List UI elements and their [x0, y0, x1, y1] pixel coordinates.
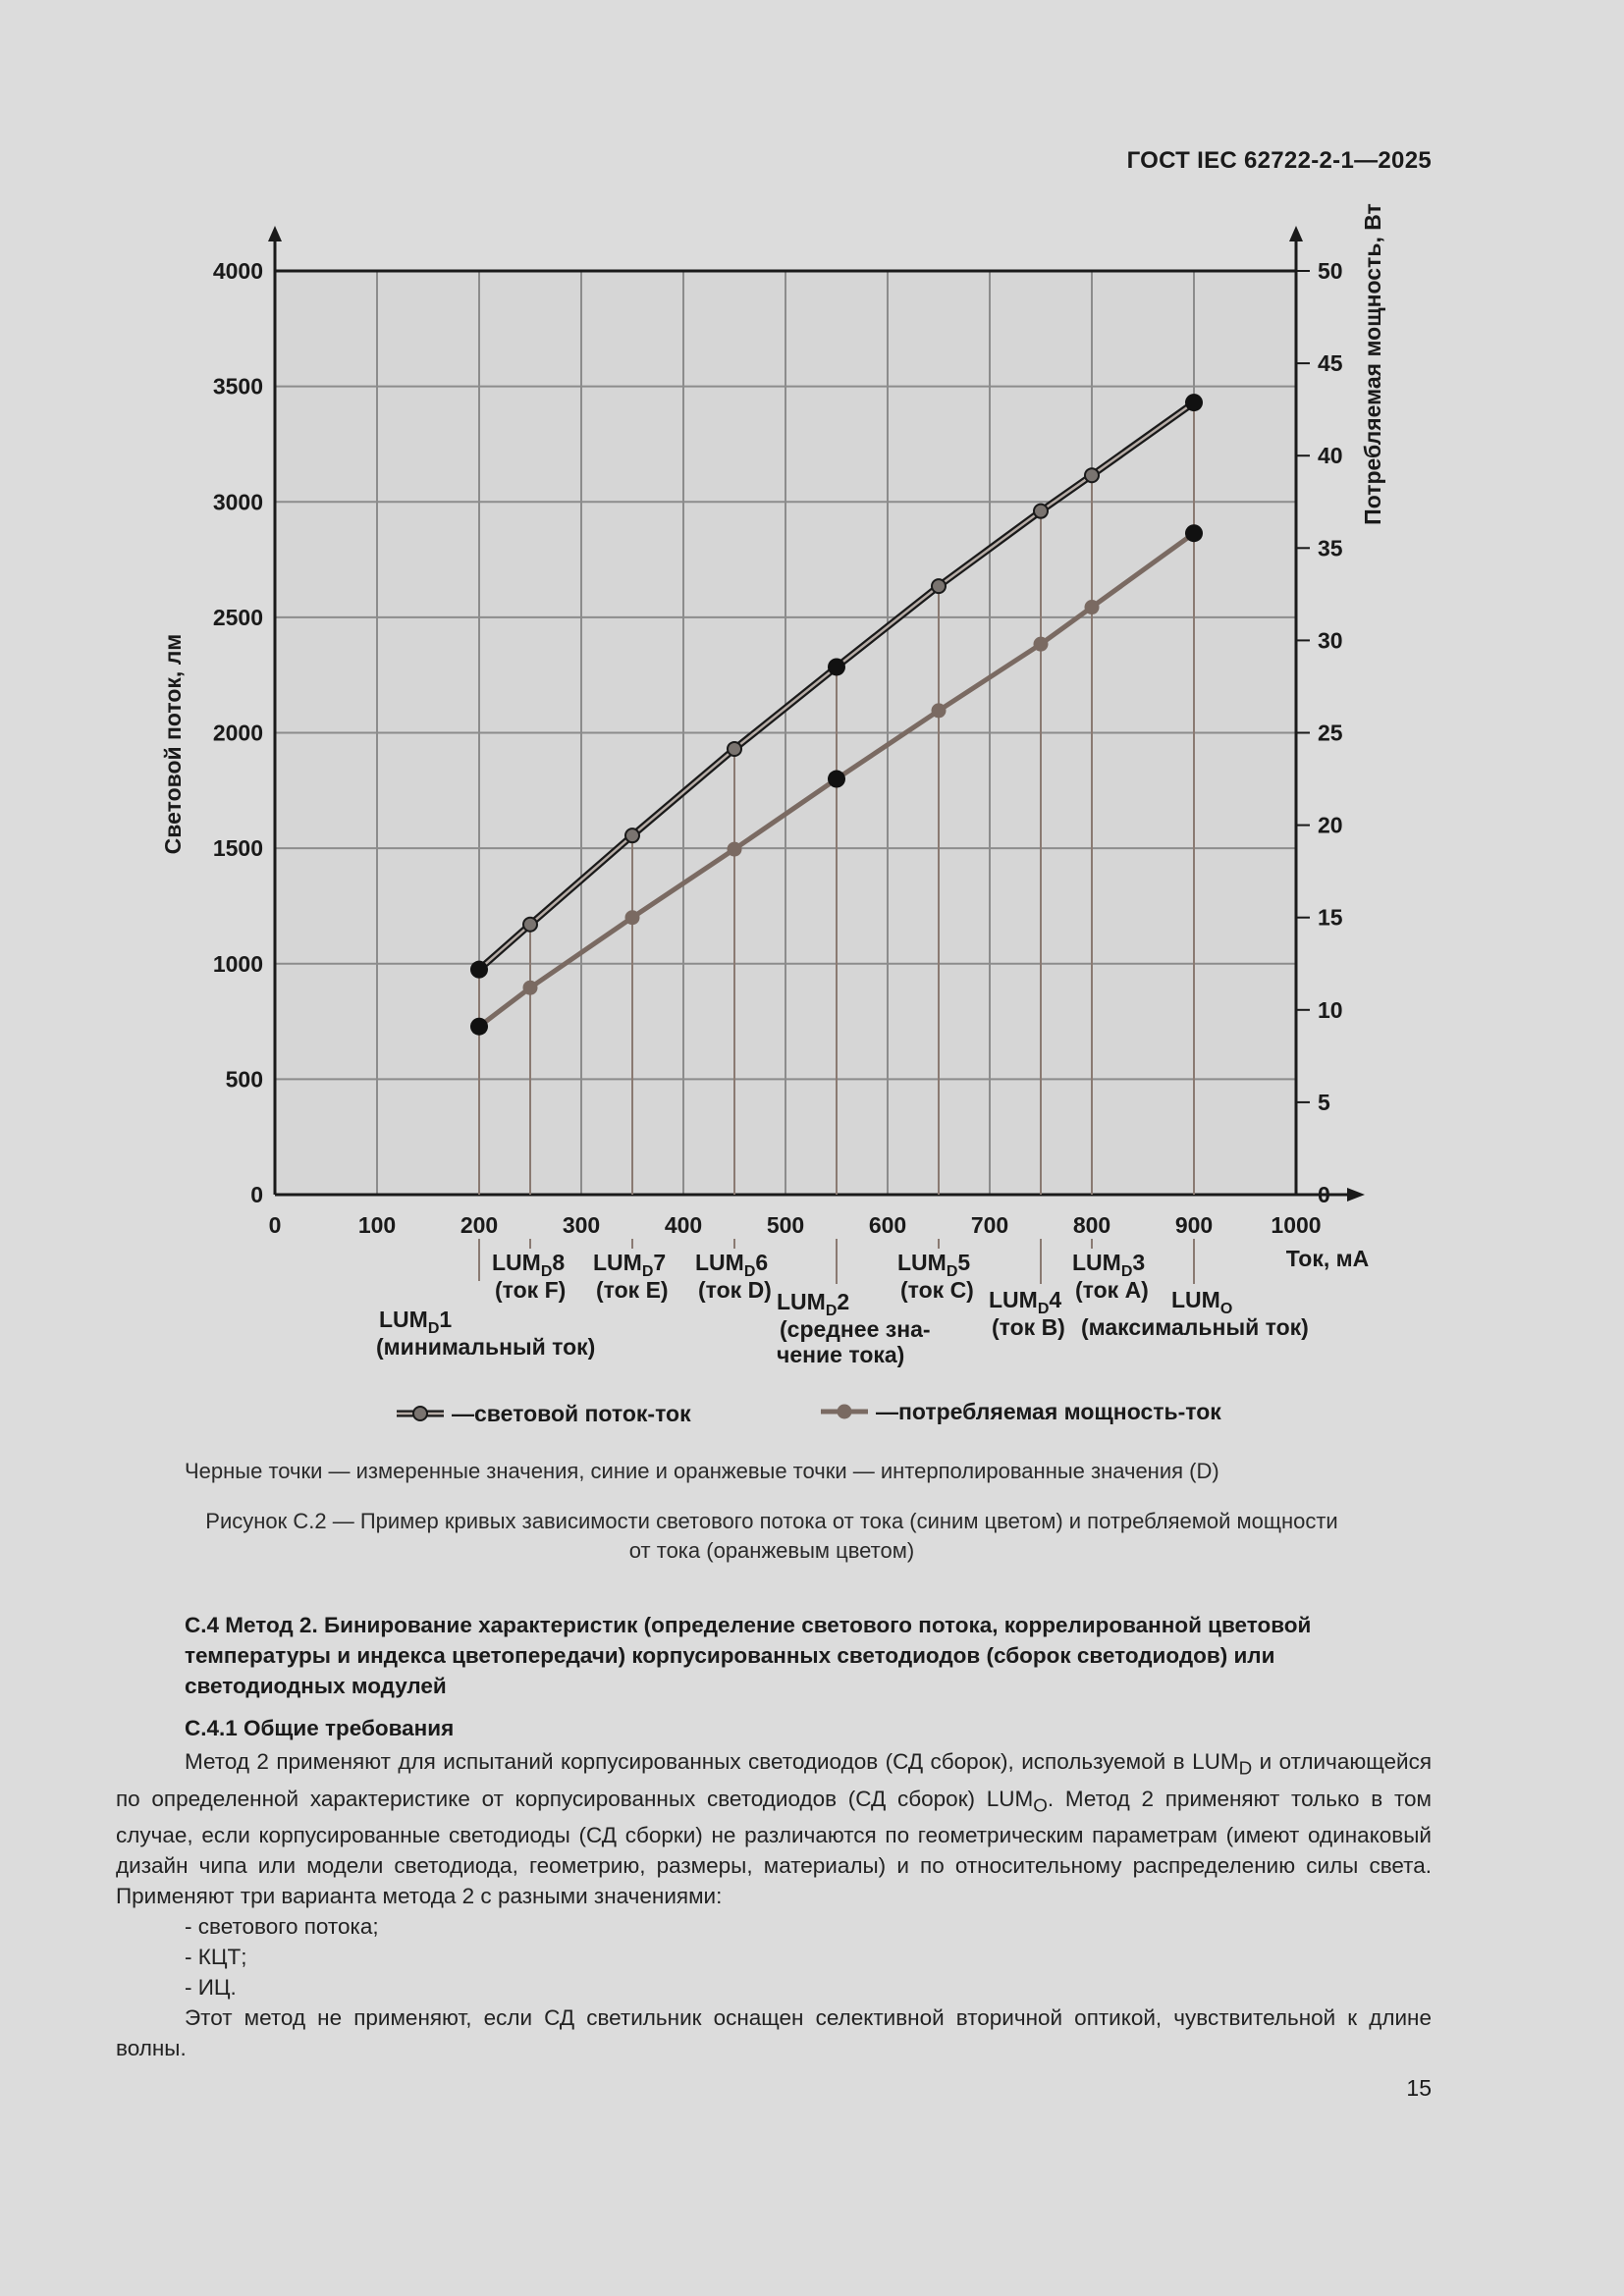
- section-body: [116, 1746, 1432, 2063]
- x-tick-label: 300: [562, 1212, 601, 1238]
- x-tick-label: 500: [766, 1212, 805, 1238]
- subsection-heading: С.4.1 Общие требования: [185, 1716, 455, 1740]
- x-tick-label: 400: [664, 1212, 703, 1238]
- x-axis-arrow-icon: [1347, 1188, 1365, 1201]
- y-right-tick-label: 40: [1318, 443, 1343, 469]
- annotation-label: $LUM_D7$: [593, 1250, 667, 1280]
- page-number: 15: [1406, 2075, 1432, 2101]
- paragraph-text: . Метод 2 применяют только в том случае, если корпусированные светодиоды (СД сборки) не различаются по геометрическим параметрам (имеют одинаковый дизайн чипа или модели светодиода, геометрию, размеры, материалы) и по относительному распределению силы света. Применяют три варианта метода 2 с разными значениями:: [116, 1786, 1432, 1908]
- subscript: O: [1033, 1794, 1048, 1815]
- annotation-label: $LUM_D1$: [379, 1307, 453, 1337]
- list-item: - ИЦ.: [185, 1975, 237, 2000]
- legend-label: —потребляемая мощность-ток: [876, 1399, 1221, 1424]
- legend-swatch-point: [838, 1405, 852, 1419]
- annotation-sublabel: (среднее зна-: [780, 1316, 931, 1342]
- list-item: - светового потока;: [185, 1914, 379, 1939]
- y-right-tick-label: 25: [1318, 720, 1343, 746]
- interpolated-point: [523, 981, 538, 995]
- measured-point: [828, 771, 845, 788]
- annotation-sublabel: чение тока): [777, 1342, 905, 1367]
- interpolated-point: [728, 742, 741, 756]
- y-left-tick-label: 3000: [212, 489, 263, 515]
- y-left-axis-title: Световой поток, лм: [160, 633, 186, 855]
- annotation-label: $LUM_D4$: [989, 1287, 1062, 1317]
- annotation-sublabel: (ток E): [596, 1277, 669, 1303]
- y-left-tick-label: 4000: [212, 258, 263, 284]
- y-right-tick-label: 35: [1318, 535, 1343, 561]
- document-header: ГОСТ IEC 62722-2-1—2025: [1126, 147, 1432, 174]
- y-left-tick-label: 2000: [212, 720, 263, 746]
- annotation-sublabel: (ток B): [992, 1314, 1065, 1340]
- y-left-tick-label: 2500: [212, 604, 263, 630]
- figure-caption-line1: Рисунок С.2 — Пример кривых зависимости светового потока от тока (синим цветом) и потребляемой мощности: [205, 1509, 1338, 1533]
- figure-caption: [116, 1507, 1428, 1566]
- x-tick-label: 900: [1174, 1212, 1214, 1238]
- y-left-tick-label: 1000: [212, 950, 263, 977]
- y-right-tick-label: 10: [1318, 996, 1343, 1023]
- annotation-sublabel: (максимальный ток): [1081, 1314, 1309, 1340]
- y-left-tick-label: 500: [225, 1066, 263, 1093]
- y-right-axis-title: Потребляемая мощность, Вт: [1360, 203, 1385, 525]
- interpolated-point: [932, 579, 946, 593]
- interpolated-point: [1034, 637, 1049, 652]
- x-tick-label: 100: [357, 1212, 397, 1238]
- interpolated-point: [932, 703, 947, 718]
- y-right-tick-label: 45: [1318, 350, 1343, 377]
- x-tick-label: 800: [1072, 1212, 1111, 1238]
- annotation-sublabel: (ток D): [698, 1277, 772, 1303]
- y-right-tick-label: 15: [1318, 904, 1343, 931]
- paragraph-text: и отличающейся по определенной характеристике от корпусированных светодиодов (СД сборок) LUM: [116, 1749, 1433, 1811]
- subscript: D: [1238, 1757, 1253, 1779]
- annotation-sublabel: (ток A): [1075, 1277, 1149, 1303]
- annotation-label: $LUM_D8$: [492, 1250, 566, 1280]
- legend-swatch-point: [413, 1407, 427, 1420]
- x-axis-title: Ток, мА: [1285, 1246, 1370, 1271]
- y-left-axis-arrow-icon: [268, 226, 282, 241]
- x-tick-label: 700: [970, 1212, 1009, 1238]
- paragraph-text: Метод 2 применяют для испытаний корпусированных светодиодов (СД сборок), используемой в LUM: [185, 1749, 1239, 1774]
- interpolated-point: [625, 910, 640, 925]
- y-left-tick-label: 1500: [212, 835, 263, 862]
- annotation-sublabel: (ток C): [900, 1277, 974, 1303]
- y-right-axis-arrow-icon: [1289, 226, 1303, 241]
- interpolated-point: [1085, 600, 1100, 614]
- annotation-sublabel: (ток F): [495, 1277, 567, 1303]
- measured-point: [1185, 524, 1203, 542]
- annotation-label: $LUM_O$: [1171, 1287, 1233, 1317]
- x-tick-label: 0: [268, 1212, 282, 1238]
- variant-list: [116, 1911, 1432, 2002]
- x-tick-label: 1000: [1271, 1212, 1322, 1238]
- figure-caption-line2: от тока (оранжевым цветом): [628, 1538, 915, 1563]
- annotation-sublabel: (минимальный ток): [376, 1334, 596, 1360]
- y-right-tick-label: 50: [1318, 258, 1343, 284]
- y-left-tick-label: 3500: [212, 373, 263, 400]
- annotation-label: $LUM_D2$: [777, 1289, 850, 1319]
- annotation-label: $LUM_D6$: [695, 1250, 769, 1280]
- paragraph-limitation: Этот метод не применяют, если СД светильник оснащен селективной вторичной оптикой, чувствительной к длине волны.: [116, 2005, 1432, 2060]
- annotation-label: $LUM_D3$: [1072, 1250, 1146, 1280]
- figure-note: Черные точки — измеренные значения, синие и оранжевые точки — интерполированные значения (D): [185, 1459, 1219, 1483]
- measured-point: [828, 658, 845, 675]
- y-right-tick-label: 20: [1318, 812, 1343, 838]
- interpolated-point: [1085, 468, 1099, 482]
- interpolated-point: [1034, 505, 1048, 518]
- y-right-tick-label: 5: [1318, 1089, 1330, 1115]
- measured-point: [470, 961, 488, 979]
- interpolated-point: [728, 842, 742, 857]
- measured-point: [470, 1018, 488, 1036]
- y-left-tick-label: 0: [250, 1182, 263, 1207]
- x-tick-label: 600: [868, 1212, 907, 1238]
- interpolated-point: [523, 918, 537, 932]
- section-heading: С.4 Метод 2. Бинирование характеристик (определение светового потока, коррелированной цветовой температуры и индекса цветопередачи) корпусированных светодиодов (сборок светодиодов) или светодиодных модулей: [185, 1613, 1312, 1698]
- interpolated-point: [625, 828, 639, 842]
- legend-label: —световой поток-ток: [452, 1401, 691, 1426]
- measured-point: [1185, 394, 1203, 411]
- annotation-label: $LUM_D5$: [897, 1250, 971, 1280]
- x-tick-label: 200: [460, 1212, 499, 1238]
- paragraph-method-2: [116, 1746, 1432, 1911]
- y-right-tick-label: 0: [1318, 1182, 1330, 1207]
- y-right-tick-label: 30: [1318, 627, 1343, 654]
- list-item: - КЦТ;: [185, 1945, 247, 1969]
